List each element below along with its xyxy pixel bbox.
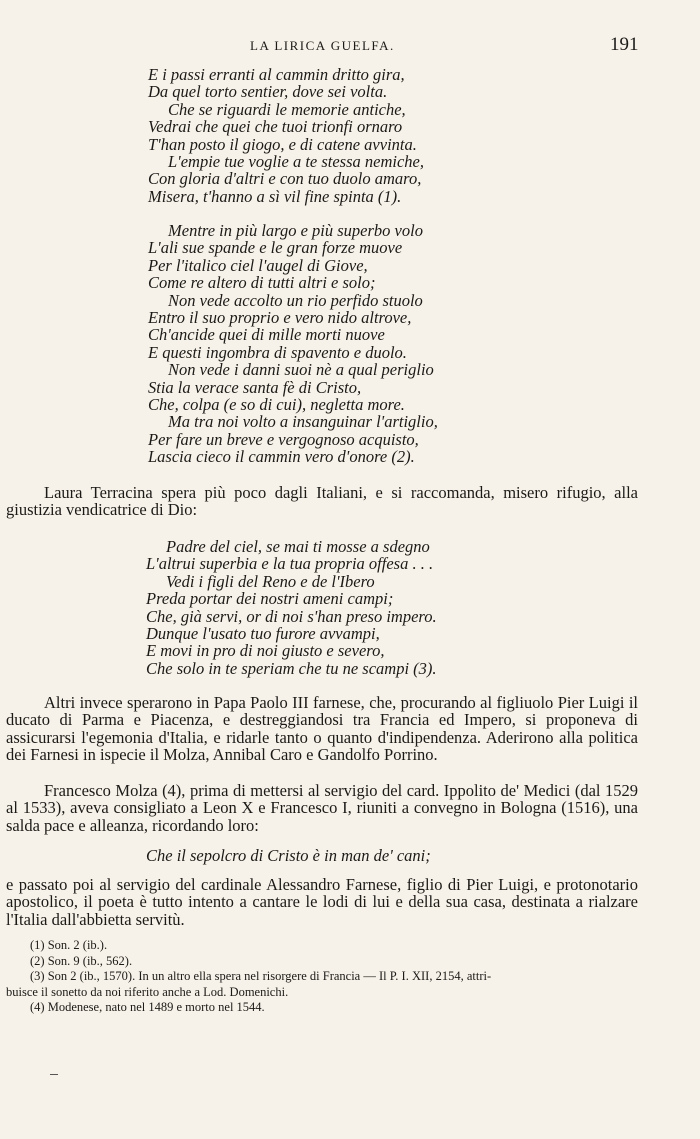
footnote-2: (2) Son. 9 (ib., 562).	[30, 953, 133, 968]
verse-line: Dunque l'usato tuo furore avvampi,	[146, 623, 380, 643]
verse-line: Entro il suo proprio e vero nido altrove,	[148, 307, 412, 327]
paragraph-2	[6, 694, 638, 764]
paragraph-4	[6, 876, 638, 928]
verse-line: Vedi i figli del Reno e de l'Ibero	[166, 571, 375, 591]
verse-line: Che solo in te speriam che tu ne scampi (3).	[146, 658, 437, 678]
verse-block-2	[148, 222, 438, 465]
verse-line: T'han posto il giogo, e di catene avvinta.	[148, 134, 417, 154]
verse-line: Preda portar dei nostri ameni campi;	[146, 589, 394, 609]
verse-line: Da quel torto sentier, dove sei volta.	[148, 82, 388, 102]
verse-line: Per l'italico ciel l'augel di Giove,	[148, 255, 368, 275]
verse-line: E questi ingombra di spavento e duolo.	[148, 342, 407, 362]
margin-mark	[50, 1074, 58, 1075]
verse-line: L'altrui superbia e la tua propria offesa . . .	[146, 554, 434, 574]
verse-line: Misera, t'hanno a sì vil fine spinta (1).	[148, 186, 402, 206]
verse-line: Lascia cieco il cammin vero d'onore (2).	[148, 447, 415, 467]
paragraph-text: Laura Terracina spera più poco dagli Italiani, e si raccomanda, misero rifugio, alla giustizia vendicatrice di Dio:	[6, 483, 638, 520]
footnote-3: (3) Son 2 (ib., 1570). In un altro ella spera nel risorgere di Francia — Il P. I. XII, 2154, attri-	[30, 969, 492, 983]
verse-line: Padre del ciel, se mai ti mosse a sdegno	[166, 537, 430, 556]
verse-line: Stia la verace santa fè di Cristo,	[148, 377, 362, 397]
footnote-4: (4) Modenese, nato nel 1489 e morto nel 1544.	[30, 1000, 265, 1014]
verse-line: E movi in pro di noi giusto e severo,	[146, 641, 385, 661]
verse-block-1	[148, 66, 424, 205]
verse-line: Che, già servi, or di noi s'han preso impero.	[146, 606, 437, 626]
page-number: 191	[610, 34, 639, 55]
running-head: LA LIRICA GUELFA.	[250, 38, 395, 53]
verse-line: Come re altero di tutti altri e solo;	[148, 273, 376, 293]
verse-line: Con gloria d'altri e con tuo duolo amaro,	[148, 169, 422, 189]
paragraph-text: e passato poi al servigio del cardinale Alessandro Farnese, figlio di Pier Luigi, e protonotario apostolico, il poeta è tutto intento a cantare le lodi di lui e della sua casa, destinata a rialzare l'Italia dall'abbietta servitù.	[6, 875, 638, 929]
quoted-verse: Che il sepolcro di Cristo è in man de' cani;	[146, 846, 431, 865]
verse-line: Ch'ancide quei di mille morti nuove	[148, 325, 385, 345]
paragraph-3	[6, 782, 638, 834]
verse-line: Non vede i danni suoi nè a qual periglio	[168, 360, 434, 380]
footnote-3-continuation: buisce il sonetto da noi riferito anche a Lod. Domenichi.	[6, 984, 289, 999]
verse-line: Che, colpa (e so di cui), negletta more.	[148, 394, 405, 414]
paragraph-text: Francesco Molza (4), prima di mettersi al servigio del card. Ippolito de' Medici (dal 1529 al 1533), aveva consigliato a Leon X e Francesco I, riuniti a convegno in Bologna (1516), una salda pace e alleanza, ricordando loro:	[6, 781, 638, 835]
verse-line: Mentre in più largo e più superbo volo	[168, 221, 423, 240]
paragraph-text: Altri invece sperarono in Papa Paolo III farnese, che, procurando al figliuolo Pier Luigi il ducato di Parma e Piacenza, e destreggiandosi tra Francia ed Impero, si proponeva di assicurarsi l'egemonia d'Italia, e ridarle tanto o quanto d'indipendenza. Aderirono alla politica dei Farnesi in ispecie il Molza, Annibal Caro e Gandolfo Porrino.	[6, 693, 638, 765]
verse-line: L'ali sue spande e le gran forze muove	[148, 238, 403, 258]
footnotes	[6, 938, 492, 1016]
verse-line: Ma tra noi volto a insanguinar l'artiglio,	[168, 412, 438, 432]
verse-line: L'empie tue voglie a te stessa nemiche,	[168, 151, 424, 171]
paragraph-1	[6, 484, 638, 519]
verse-line: Vedrai che quei che tuoi trionfi ornaro	[148, 117, 403, 137]
verse-block-3	[146, 538, 437, 677]
footnote-1: (1) Son. 2 (ib.).	[30, 938, 108, 952]
verse-line: Non vede accolto un rio perfido stuolo	[168, 290, 423, 310]
verse-line: Per fare un breve e vergognoso acquisto,	[148, 429, 419, 449]
verse-line: E i passi erranti al cammin dritto gira,	[148, 65, 405, 84]
verse-line: Che se riguardi le memorie antiche,	[168, 99, 406, 119]
